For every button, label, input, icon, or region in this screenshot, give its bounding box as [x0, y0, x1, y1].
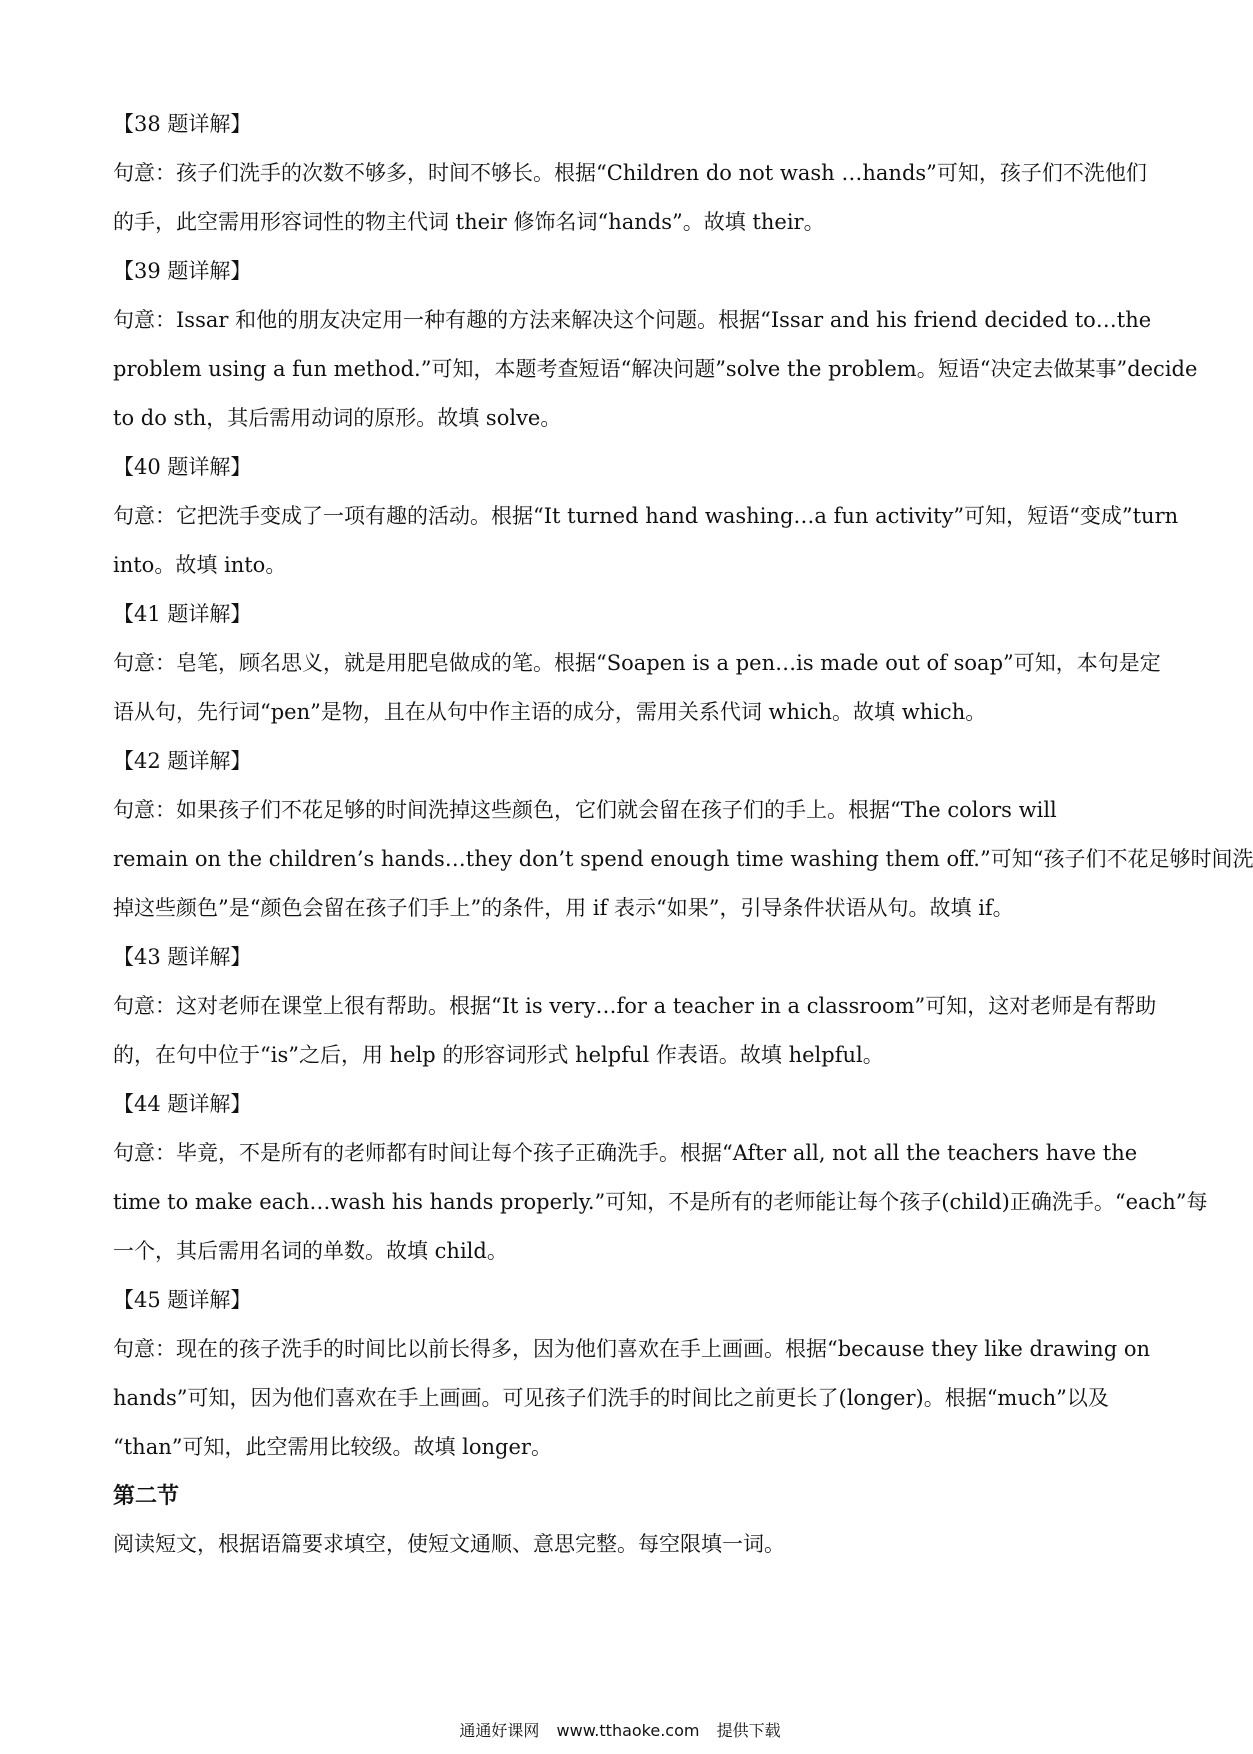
explanation-line: 句意：这对老师在课堂上很有帮助。根据“It is very…for a teacher in a classroom”可知，这对老师是有帮助: [113, 994, 1157, 1018]
explanation-line: 掉这些颜色”是“颜色会留在孩子们手上”的条件，用 if 表示“如果”，引导条件状语从句。故填 if。: [113, 896, 1014, 920]
explanation-line: to do sth，其后需用动词的原形。故填 solve。: [113, 406, 562, 430]
explanation-line: remain on the children’s hands…they don’t spend enough time washing them off.”可知“孩子们不花足够时间洗: [113, 847, 1253, 871]
explanation-40: [113, 443, 1179, 590]
explanation-heading: 【44 题详解】: [113, 1092, 252, 1116]
explanation-line: 句意：它把洗手变成了一项有趣的活动。根据“It turned hand washing…a fun activity”可知，短语“变成”turn: [113, 504, 1179, 528]
explanation-line: 句意：皂笔，顾名思义，就是用肥皂做成的笔。根据“Soapen is a pen…is made out of soap”可知，本句是定: [113, 651, 1161, 675]
explanation-line: problem using a fun method.”可知，本题考查短语“解决问题”solve the problem。短语“决定去做某事”decide: [113, 357, 1198, 381]
explanation-43: [113, 933, 1157, 1080]
document-content: [113, 100, 1253, 1569]
explanation-heading: 【42 题详解】: [113, 749, 252, 773]
explanation-heading: 【43 题详解】: [113, 945, 252, 969]
explanation-heading: 【41 题详解】: [113, 602, 252, 626]
explanation-45: [113, 1276, 1150, 1472]
explanation-line: 句意：如果孩子们不花足够的时间洗掉这些颜色，它们就会留在孩子们的手上。根据“The colors will: [113, 798, 1057, 822]
explanation-heading: 【40 题详解】: [113, 455, 252, 479]
explanation-heading: 【45 题详解】: [113, 1288, 252, 1312]
explanation-line: 的，在句中位于“is”之后，用 help 的形容词形式 helpful 作表语。故填 helpful。: [113, 1043, 884, 1067]
explanation-line: into。故填 into。: [113, 553, 287, 577]
explanation-heading: 【39 题详解】: [113, 259, 252, 283]
explanation-41: [113, 590, 1161, 737]
explanation-44: [113, 1080, 1208, 1276]
footer-note: 提供下载: [716, 1721, 781, 1740]
explanation-line: hands”可知，因为他们喜欢在手上画画。可见孩子们洗手的时间比之前更长了(longer)。根据“much”以及: [113, 1386, 1109, 1410]
explanation-42: [113, 737, 1253, 933]
explanation-38: [113, 100, 1147, 247]
explanation-line: 语从句，先行词“pen”是物，且在从句中作主语的成分，需用关系代词 which。故填 which。: [113, 700, 987, 724]
section-instruction: 阅读短文，根据语篇要求填空，使短文通顺、意思完整。每空限填一词。: [113, 1532, 785, 1556]
section-title: 第二节: [113, 1483, 180, 1509]
footer-url: www.tthaoke.com: [556, 1721, 700, 1740]
explanation-heading: 【38 题详解】: [113, 112, 252, 136]
explanation-line: 的手，此空需用形容词性的物主代词 their 修饰名词“hands”。故填 their。: [113, 210, 825, 234]
explanation-line: “than”可知，此空需用比较级。故填 longer。: [113, 1435, 552, 1459]
page-footer: [0, 1718, 1240, 1741]
explanation-line: 句意：Issar 和他的朋友决定用一种有趣的方法来解决这个问题。根据“Issar and his friend decided to…the: [113, 308, 1152, 332]
explanation-line: 句意：毕竟，不是所有的老师都有时间让每个孩子正确洗手。根据“After all, not all the teachers have the: [113, 1141, 1138, 1165]
explanation-39: [113, 247, 1198, 443]
explanation-line: time to make each…wash his hands properly.”可知，不是所有的老师能让每个孩子(child)正确洗手。“each”每: [113, 1190, 1208, 1214]
footer-site-name: 通通好课网: [459, 1721, 540, 1740]
explanation-line: 一个，其后需用名词的单数。故填 child。: [113, 1239, 508, 1263]
explanation-line: 句意：孩子们洗手的次数不够多，时间不够长。根据“Children do not wash …hands”可知，孩子们不洗他们: [113, 161, 1147, 185]
explanation-line: 句意：现在的孩子洗手的时间比以前长得多，因为他们喜欢在手上画画。根据“because they like drawing on: [113, 1337, 1150, 1361]
